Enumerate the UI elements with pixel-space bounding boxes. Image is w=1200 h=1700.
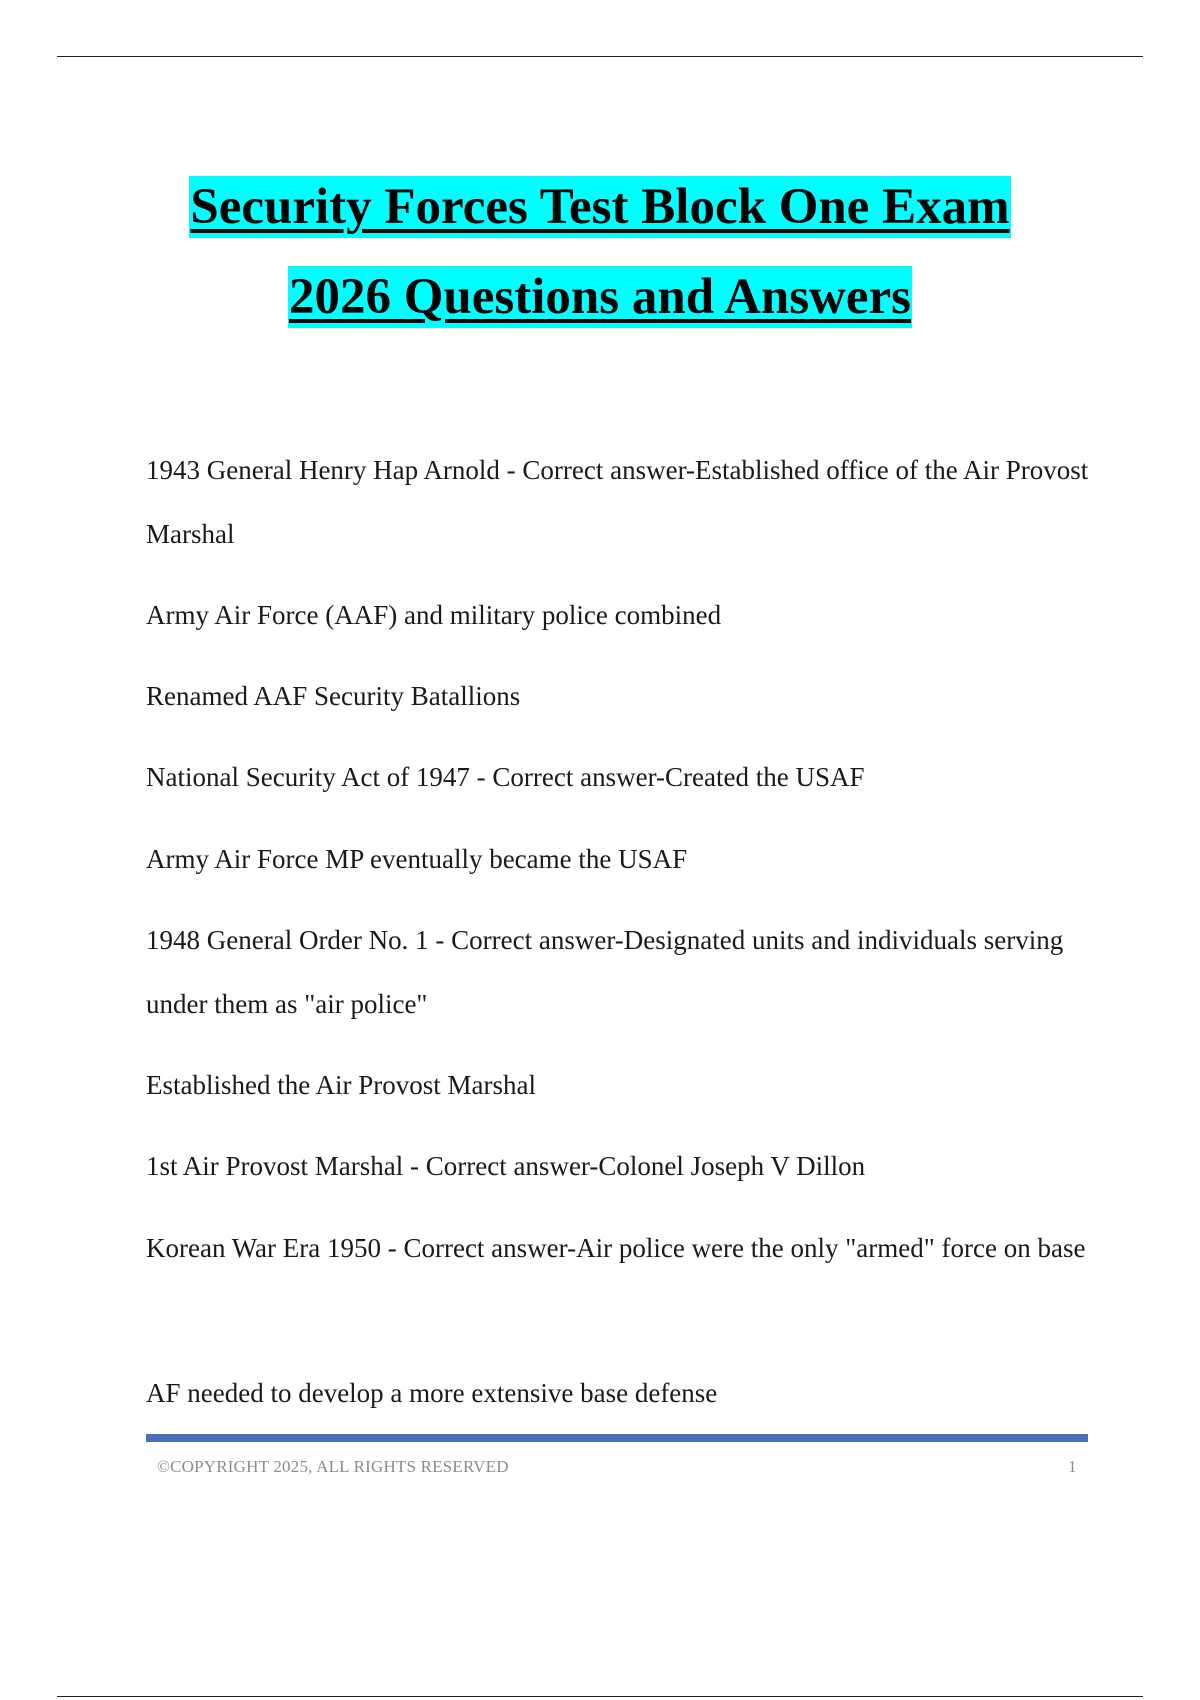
paragraph-3: Renamed AAF Security Batallions — [146, 681, 521, 711]
title-line-2: 2026 Questions and Answers — [288, 266, 912, 328]
paragraph-6: 1948 General Order No. 1 - Correct answer-Designated units and individuals serving under them as "air police" — [146, 925, 1064, 1019]
paragraph-2: Army Air Force (AAF) and military police combined — [146, 600, 722, 630]
footer-rule — [57, 1696, 1143, 1697]
paragraph-9: Korean War Era 1950 - Correct answer-Air police were the only "armed" force on base — [146, 1233, 1086, 1263]
paragraph-1: 1943 General Henry Hap Arnold - Correct answer-Established office of the Air Provost Marshal — [146, 455, 1089, 549]
paragraph-8: 1st Air Provost Marshal - Correct answer-Colonel Joseph V Dillon — [146, 1151, 866, 1181]
page-number: 1 — [1068, 1457, 1077, 1476]
footer-bar — [146, 1434, 1088, 1442]
paragraph-7: Established the Air Provost Marshal — [146, 1070, 536, 1100]
paragraph-4: National Security Act of 1947 - Correct answer-Created the USAF — [146, 762, 865, 792]
document-title — [0, 176, 1200, 328]
paragraph-5: Army Air Force MP eventually became the USAF — [146, 844, 688, 874]
footer-copyright: ©COPYRIGHT 2025, ALL RIGHTS RESERVED — [157, 1457, 509, 1476]
title-line-1: Security Forces Test Block One Exam — [189, 176, 1010, 238]
header-rule — [57, 56, 1143, 57]
paragraph-10: AF needed to develop a more extensive base defense — [146, 1378, 718, 1408]
